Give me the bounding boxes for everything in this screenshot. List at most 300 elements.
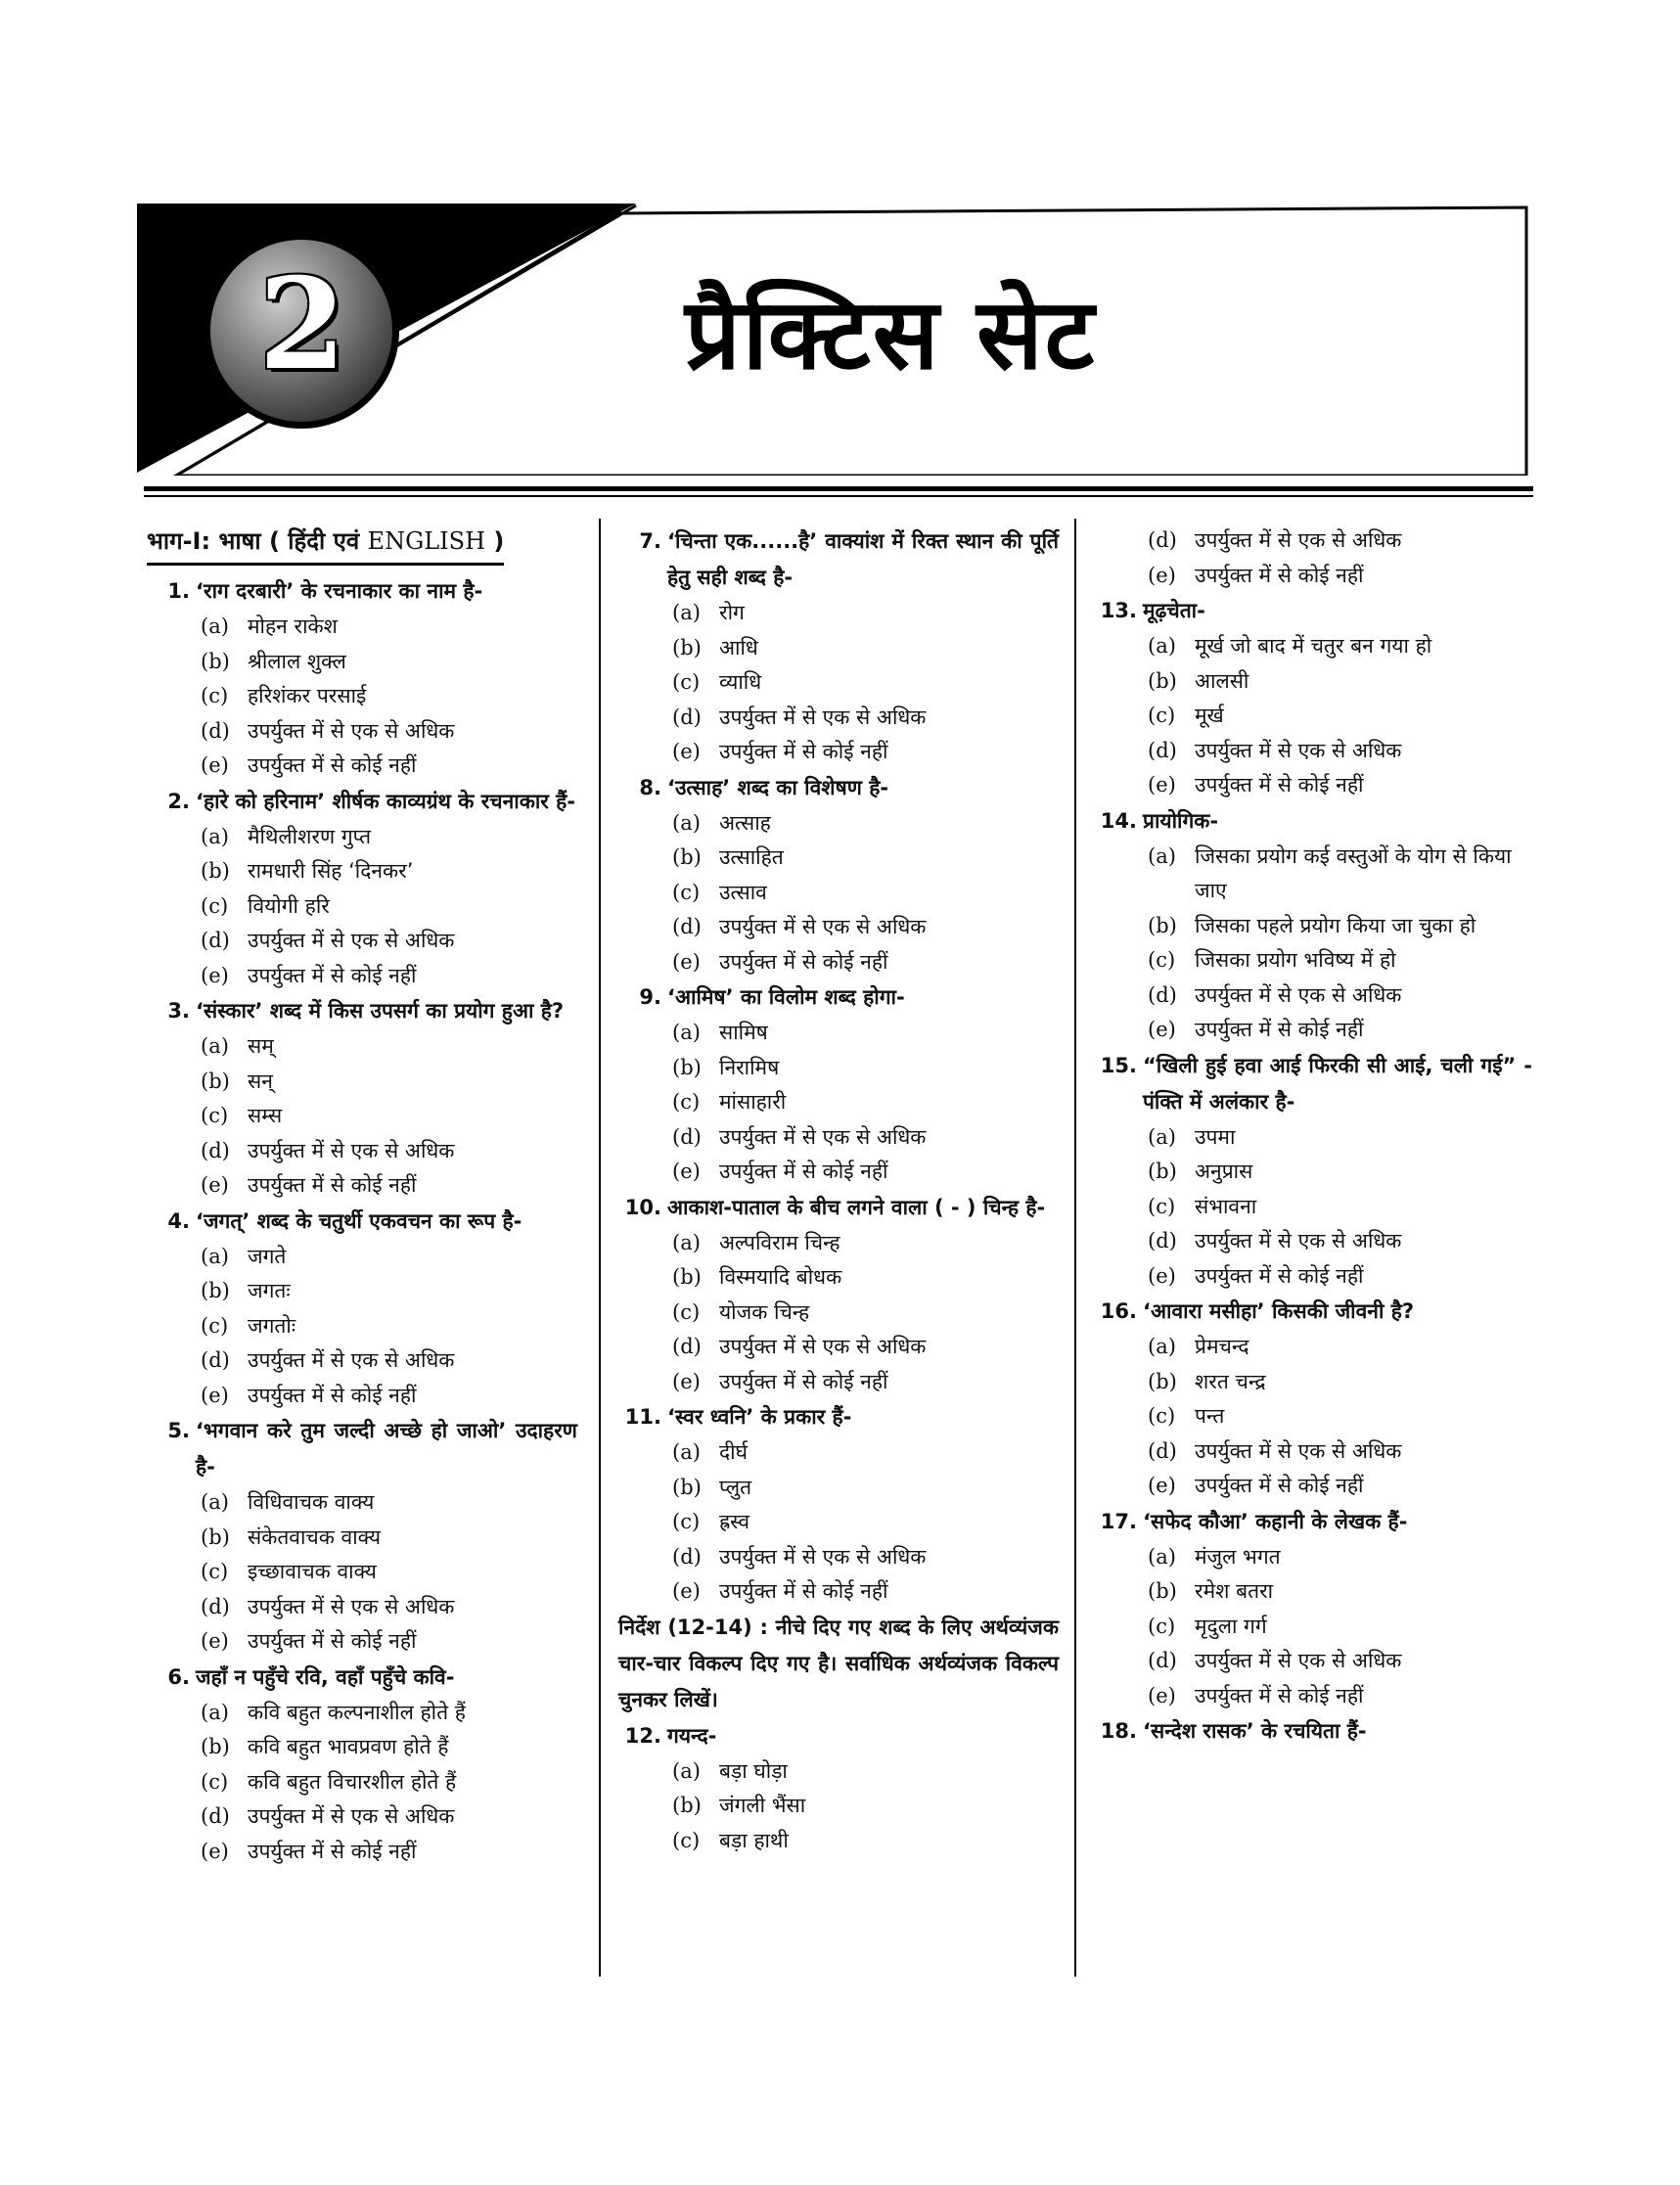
option-label: (e) <box>1148 563 1176 587</box>
option <box>147 1555 577 1590</box>
option-text: जिसका पहले प्रयोग किया जा चुका हो <box>1195 913 1476 937</box>
question-number: 17. <box>1100 1509 1137 1533</box>
option-label: (d) <box>672 705 702 729</box>
option-text: मोहन राकेश <box>248 615 338 638</box>
option <box>147 959 577 994</box>
question-number: 15. <box>1100 1053 1137 1077</box>
option-text: इच्छावाचक वाक्य <box>248 1560 377 1583</box>
option <box>618 945 1059 980</box>
option-text: जगतोः <box>248 1313 296 1338</box>
option <box>618 876 1059 911</box>
option <box>147 1240 577 1275</box>
question-text: ‘संस्कार’ शब्द में किस उपसर्ग का प्रयोग हुआ है? <box>196 999 565 1023</box>
column-divider <box>599 519 601 1977</box>
option-label: (b) <box>201 1069 230 1093</box>
option-label: (a) <box>201 1700 229 1724</box>
question-text: ‘आवारा मसीहा’ किसकी जीवनी है? <box>1143 1299 1415 1323</box>
option-text: प्रेमचन्द <box>1195 1335 1249 1358</box>
question <box>147 1660 577 1696</box>
question-text: ‘उत्साह’ शब्द का विशेषण है- <box>667 775 889 799</box>
question-number: 18. <box>1100 1719 1137 1743</box>
option <box>618 1540 1059 1575</box>
option <box>618 910 1059 945</box>
option <box>1094 1434 1532 1470</box>
question <box>618 1718 1059 1754</box>
option <box>147 820 577 855</box>
option-label: (d) <box>672 1544 702 1569</box>
option-text: जगते <box>248 1244 287 1268</box>
option-text: उपर्युक्त में से एक से अधिक <box>248 718 455 743</box>
option <box>618 1296 1059 1331</box>
option-text: कवि बहुत विचारशील होते हैं <box>248 1769 457 1794</box>
question-number: 10. <box>624 1195 661 1219</box>
option <box>1094 768 1532 803</box>
option <box>618 631 1059 666</box>
option-text: उपर्युक्त में से एक से अधिक <box>1195 1229 1402 1252</box>
option <box>1094 1540 1532 1575</box>
option-label: (e) <box>1148 1683 1176 1707</box>
question <box>618 523 1059 596</box>
option <box>618 1365 1059 1400</box>
option-label: (a) <box>1148 1544 1176 1569</box>
option-text: उपर्युक्त में से कोई नहीं <box>719 1160 888 1183</box>
option-label: (a) <box>672 1021 701 1044</box>
option-text: पन्त <box>1195 1404 1225 1428</box>
option <box>147 1274 577 1309</box>
option <box>618 1574 1059 1610</box>
question-number: 6. <box>167 1664 190 1689</box>
option-label: (a) <box>201 824 229 848</box>
option-text: उपर्युक्त में से एक से अधिक <box>248 1594 455 1618</box>
option-label: (a) <box>672 601 701 624</box>
option-label: (b) <box>1148 668 1177 693</box>
option-label: (b) <box>201 1279 230 1302</box>
question-text: ‘सफेद कौआ’ कहानी के लेखक हैं- <box>1143 1509 1408 1533</box>
question-text: जहाँ न पहुँचे रवि, वहाँ पहुँचे कवि- <box>196 1664 455 1689</box>
page-title: प्रैक्टिस सेट <box>685 277 1097 391</box>
option-text: दीर्घ <box>719 1440 749 1464</box>
option <box>147 749 577 784</box>
option-text: व्याधि <box>719 670 762 694</box>
option-label: (a) <box>1148 1124 1176 1149</box>
option-text: उपर्युक्त में से कोई नहीं <box>1195 1018 1364 1041</box>
question-text: मूढ़चेता- <box>1143 599 1205 622</box>
option-label: (a) <box>672 810 701 835</box>
option-label: (d) <box>201 1594 230 1618</box>
option-label: (c) <box>672 1090 701 1114</box>
option <box>618 1051 1059 1086</box>
option <box>1094 1155 1532 1190</box>
option <box>1094 943 1532 979</box>
option <box>1094 1679 1532 1714</box>
option-text: मंजुल भगत <box>1195 1544 1281 1569</box>
option <box>1094 840 1532 909</box>
option <box>1094 1224 1532 1259</box>
option-text: प्लुत <box>719 1475 752 1499</box>
option-text: मांसाहारी <box>719 1090 787 1114</box>
option-text: विस्मयादि बोधक <box>719 1265 842 1289</box>
option <box>618 1260 1059 1296</box>
option <box>147 610 577 645</box>
section-heading-hindi: भाग-I: भाषा ( हिंदी एवं <box>147 527 368 555</box>
option-text: सामिष <box>719 1021 768 1044</box>
question <box>618 1399 1059 1435</box>
question-list <box>618 523 1059 1858</box>
option <box>147 1485 577 1521</box>
question-text: ‘सन्देश रासक’ के रचयिता हैं- <box>1143 1719 1367 1743</box>
option-text: उपर्युक्त में से कोई नहीं <box>1195 1683 1364 1707</box>
option <box>147 1168 577 1204</box>
option-label: (b) <box>1148 1579 1177 1603</box>
option <box>147 679 577 714</box>
option-label: (c) <box>1148 1614 1176 1638</box>
option-label: (e) <box>201 1629 229 1653</box>
option-label: (b) <box>1148 1369 1177 1393</box>
option-label: (d) <box>672 1335 702 1358</box>
option-text: उपर्युक्त में से कोई नहीं <box>248 1839 417 1863</box>
option-text: निरामिष <box>719 1055 780 1079</box>
option <box>1094 1330 1532 1365</box>
option-label: (a) <box>672 1758 701 1783</box>
option <box>1094 1013 1532 1048</box>
option-label: (b) <box>201 1735 230 1758</box>
option-label: (d) <box>672 1124 702 1149</box>
option-label: (c) <box>672 1510 701 1533</box>
option <box>1094 1190 1532 1225</box>
option <box>618 701 1059 736</box>
option <box>1094 1120 1532 1156</box>
option <box>618 1155 1059 1190</box>
option <box>1094 699 1532 734</box>
option <box>147 1765 577 1800</box>
option-label: (d) <box>201 1348 230 1372</box>
option-text: उपर्युक्त में से एक से अधिक <box>719 1335 927 1358</box>
option <box>147 1696 577 1731</box>
question-number: 1. <box>167 579 190 603</box>
option-label: (b) <box>672 1265 702 1289</box>
option-label: (c) <box>1148 1404 1176 1428</box>
option-label: (d) <box>201 929 230 952</box>
question-number: 12. <box>624 1723 661 1748</box>
question-number: 9. <box>639 985 661 1009</box>
option <box>1094 664 1532 700</box>
option-text: उपर्युक्त में से एक से अधिक <box>1195 982 1402 1007</box>
set-number: 2 <box>258 251 346 398</box>
option-label: (a) <box>201 1034 229 1058</box>
option-text: रमेश बतरा <box>1195 1579 1274 1603</box>
column-divider <box>1074 519 1076 1977</box>
option-text: उपर्युक्त में से कोई नहीं <box>719 740 888 763</box>
header-rule-thin <box>144 495 1533 497</box>
option-text: संकेतवाचक वाक्य <box>248 1525 382 1549</box>
question-text: ‘राग दरबारी’ के रचनाकार का नाम है- <box>196 579 483 603</box>
option <box>618 1016 1059 1051</box>
section-heading-english: ENGLISH <box>367 527 486 555</box>
option <box>147 889 577 925</box>
option-text: उपर्युक्त में से एक से अधिक <box>248 1804 455 1828</box>
option-text: सम् <box>248 1034 274 1058</box>
question-text: आकाश-पाताल के बीच लगने वाला ( - ) चिन्ह है- <box>667 1195 1046 1219</box>
option-label: (c) <box>201 1104 229 1127</box>
column-3 <box>1094 523 1532 1750</box>
option-text: जंगली भैंसा <box>719 1794 806 1817</box>
option-label: (d) <box>1148 528 1177 552</box>
option-text: रामधारी सिंह ‘दिनकर’ <box>248 859 414 883</box>
option-label: (a) <box>672 1440 701 1464</box>
option <box>618 735 1059 770</box>
question <box>147 1204 577 1240</box>
column-1 <box>147 523 577 1869</box>
option-text: उपर्युक्त में से एक से अधिक <box>1195 528 1402 552</box>
option-text: बड़ा घोड़ा <box>719 1758 788 1783</box>
option <box>147 1343 577 1379</box>
option-text: उपर्युक्त में से एक से अधिक <box>719 1544 927 1569</box>
option-text: आलसी <box>1195 668 1249 693</box>
option-text: उपर्युक्त में से कोई नहीं <box>719 949 888 974</box>
question-number: 11. <box>624 1405 661 1429</box>
option-text: जगतः <box>248 1279 291 1302</box>
option-text: उपर्युक्त में से एक से अधिक <box>248 1138 455 1162</box>
question <box>1094 1048 1532 1120</box>
option-text: रोग <box>719 601 745 624</box>
option-label: (b) <box>201 649 230 673</box>
option-label: (a) <box>1148 843 1176 868</box>
option <box>147 1065 577 1100</box>
option-text: उपर्युक्त में से एक से अधिक <box>1195 738 1402 762</box>
option-label: (e) <box>201 1173 229 1197</box>
option <box>618 1505 1059 1540</box>
option-label: (c) <box>201 684 229 707</box>
option-label: (e) <box>672 740 701 763</box>
option <box>1094 1469 1532 1504</box>
option <box>1094 909 1532 944</box>
option-label: (a) <box>201 1490 229 1514</box>
option <box>147 1099 577 1134</box>
question-number: 3. <box>167 999 190 1023</box>
option-text: उपर्युक्त में से कोई नहीं <box>1195 1474 1364 1497</box>
question-text: ‘चिन्ता एक......है’ वाक्यांश में रिक्त स्थान की पूर्ति हेतु सही शब्द है- <box>667 529 1059 589</box>
option-label: (d) <box>672 915 702 938</box>
option-text: सम्स <box>248 1104 283 1127</box>
option-label: (c) <box>672 1299 701 1324</box>
option-text: उपर्युक्त में से कोई नहीं <box>248 1629 417 1653</box>
direction-note: निर्देश (12-14) : नीचे दिए गए शब्द के लिए अर्थव्यंजक चार-चार विकल्प दिए गए है। सर्वाधिक अर्थव्यंजक विकल्प चुनकर लिखें। <box>618 1615 1059 1711</box>
option-text: उपर्युक्त में से कोई नहीं <box>248 1383 417 1407</box>
option-label: (e) <box>1148 1263 1176 1288</box>
question-text: “खिली हुई हवा आई फिरकी सी आई, चली गई” - पंक्ति में अलंकार है- <box>1143 1053 1532 1114</box>
option-text: योजक चिन्ह <box>719 1299 810 1324</box>
option <box>1094 1259 1532 1295</box>
option-text: उपर्युक्त में से कोई नहीं <box>248 753 417 777</box>
option-label: (c) <box>1148 1194 1176 1218</box>
question-text: प्रायोगिक- <box>1143 808 1219 833</box>
option-text: उपर्युक्त में से एक से अधिक <box>719 705 927 729</box>
question-text: ‘हारे को हरिनाम’ शीर्षक काव्यग्रंथ के रचनाकार हैं- <box>196 789 576 813</box>
option <box>147 645 577 680</box>
option <box>618 1754 1059 1790</box>
option-label: (c) <box>201 893 229 918</box>
option-text: कवि बहुत कल्पनाशील होते हैं <box>248 1700 466 1724</box>
option-label: (d) <box>1148 738 1177 762</box>
option-label: (b) <box>201 1525 230 1549</box>
question-text: ‘स्वर ध्वनि’ के प्रकार हैं- <box>667 1405 852 1429</box>
question <box>1094 593 1532 629</box>
option-label: (a) <box>1148 1335 1176 1358</box>
option-text: उपर्युक्त में से कोई नहीं <box>248 1173 417 1197</box>
option <box>147 1134 577 1169</box>
option <box>147 854 577 889</box>
question-number: 13. <box>1100 599 1137 622</box>
question-number: 14. <box>1100 808 1137 833</box>
question <box>147 573 577 610</box>
option-label: (c) <box>1148 704 1176 727</box>
option-text: ह्रस्व <box>719 1510 749 1533</box>
option-text: उपर्युक्त में से कोई नहीं <box>248 963 417 987</box>
question-number: 5. <box>167 1419 190 1442</box>
option <box>618 1226 1059 1261</box>
option-text: श्रीलाल शुक्ल <box>248 649 346 673</box>
option <box>1094 734 1532 769</box>
option <box>1094 1644 1532 1679</box>
option-text: जिसका प्रयोग कई वस्तुओं के योग से किया जाए <box>1195 843 1512 902</box>
question-list <box>147 573 577 1869</box>
option <box>147 714 577 750</box>
option-label: (d) <box>1148 1229 1177 1252</box>
option <box>618 1435 1059 1471</box>
question <box>618 1190 1059 1226</box>
option <box>618 665 1059 701</box>
option <box>618 1789 1059 1824</box>
option <box>147 1730 577 1765</box>
option-label: (a) <box>1148 634 1176 658</box>
option <box>618 806 1059 842</box>
option-label: (d) <box>1148 1649 1177 1672</box>
option <box>147 924 577 959</box>
question <box>1094 1294 1532 1330</box>
option <box>1094 1365 1532 1400</box>
option <box>1094 1610 1532 1645</box>
section-heading <box>147 523 504 566</box>
option <box>147 1029 577 1065</box>
option <box>147 1521 577 1556</box>
option <box>147 1835 577 1870</box>
question <box>1094 1713 1532 1750</box>
option-text: शरत चन्द्र <box>1195 1369 1266 1393</box>
option <box>147 1799 577 1835</box>
option-label: (a) <box>201 615 229 638</box>
option <box>147 1379 577 1414</box>
question-text: ‘भगवान करे तुम जल्दी अच्छे हो जाओ’ उदाहरण है- <box>196 1419 577 1479</box>
option-label: (e) <box>201 1839 229 1863</box>
option-text: आधि <box>719 635 758 660</box>
option <box>618 1824 1059 1859</box>
option-label: (c) <box>672 880 701 904</box>
option <box>147 1624 577 1660</box>
option <box>618 1085 1059 1120</box>
option-text: उपर्युक्त में से एक से अधिक <box>248 929 455 952</box>
option-label: (e) <box>201 1383 229 1407</box>
option-label: (b) <box>672 635 702 660</box>
option-label: (d) <box>201 718 230 743</box>
option <box>618 841 1059 876</box>
question <box>618 979 1059 1016</box>
option-text: उपर्युक्त में से एक से अधिक <box>1195 1649 1402 1672</box>
option-label: (a) <box>672 1230 701 1254</box>
option-label: (c) <box>201 1560 229 1583</box>
question <box>1094 803 1532 840</box>
option-text: अल्पविराम चिन्ह <box>719 1230 840 1254</box>
option-label: (e) <box>672 1160 701 1183</box>
column-2 <box>618 523 1059 1858</box>
option-text: उपर्युक्त में से कोई नहीं <box>719 1579 888 1603</box>
question <box>1094 1504 1532 1540</box>
option-label: (b) <box>672 845 702 869</box>
question <box>147 784 577 820</box>
option-text: सन् <box>248 1069 273 1093</box>
option <box>1094 1399 1532 1434</box>
question-number: 8. <box>639 775 661 799</box>
option-label: (e) <box>672 1369 701 1393</box>
option-label: (e) <box>1148 773 1176 797</box>
question-number: 4. <box>167 1208 190 1233</box>
option <box>618 1330 1059 1365</box>
option-text: विधिवाचक वाक्य <box>248 1490 375 1514</box>
option-label: (c) <box>1148 948 1176 972</box>
option-text: उपर्युक्त में से कोई नहीं <box>1195 773 1364 797</box>
question-number: 7. <box>639 529 661 553</box>
question-list <box>1094 523 1532 1750</box>
option-text: उपर्युक्त में से एक से अधिक <box>719 915 927 938</box>
question <box>147 1413 577 1485</box>
option-text: उपमा <box>1195 1124 1236 1149</box>
option-text: मूर्ख जो बाद में चतुर बन गया हो <box>1195 634 1432 658</box>
option-label: (b) <box>1148 1160 1177 1183</box>
option-label: (c) <box>672 1828 701 1852</box>
option <box>1094 979 1532 1014</box>
option-label: (c) <box>672 670 701 694</box>
option-text: उपर्युक्त में से एक से अधिक <box>248 1348 455 1372</box>
option <box>147 1590 577 1625</box>
option-label: (b) <box>672 1055 702 1079</box>
option-label: (e) <box>201 753 229 777</box>
option-label: (d) <box>1148 982 1177 1007</box>
option-text: अत्साह <box>719 810 771 835</box>
option <box>147 1309 577 1344</box>
option-text: उपर्युक्त में से एक से अधिक <box>719 1124 927 1149</box>
option-text: उत्साव <box>719 880 767 904</box>
option <box>1094 629 1532 664</box>
option <box>618 1471 1059 1506</box>
option-text: संभावना <box>1195 1194 1257 1218</box>
option-text: बड़ा हाथी <box>719 1828 789 1852</box>
option-label: (e) <box>672 1579 701 1603</box>
option-label: (e) <box>1148 1018 1176 1041</box>
question-text: गयन्द- <box>667 1723 717 1748</box>
option-text: मूर्ख <box>1195 704 1224 727</box>
option-label: (e) <box>201 963 229 987</box>
option-text: उपर्युक्त में से कोई नहीं <box>1195 1263 1364 1288</box>
option-label: (b) <box>672 1475 702 1499</box>
option <box>618 1120 1059 1156</box>
option-label: (c) <box>201 1313 229 1338</box>
option-label: (e) <box>672 949 701 974</box>
option-text: मृदुला गर्ग <box>1195 1614 1267 1638</box>
option-label: (a) <box>201 1244 229 1268</box>
option-label: (d) <box>201 1804 230 1828</box>
option <box>1094 1574 1532 1610</box>
option-text: उत्साहित <box>719 845 784 869</box>
option-text: उपर्युक्त में से कोई नहीं <box>1195 563 1364 587</box>
